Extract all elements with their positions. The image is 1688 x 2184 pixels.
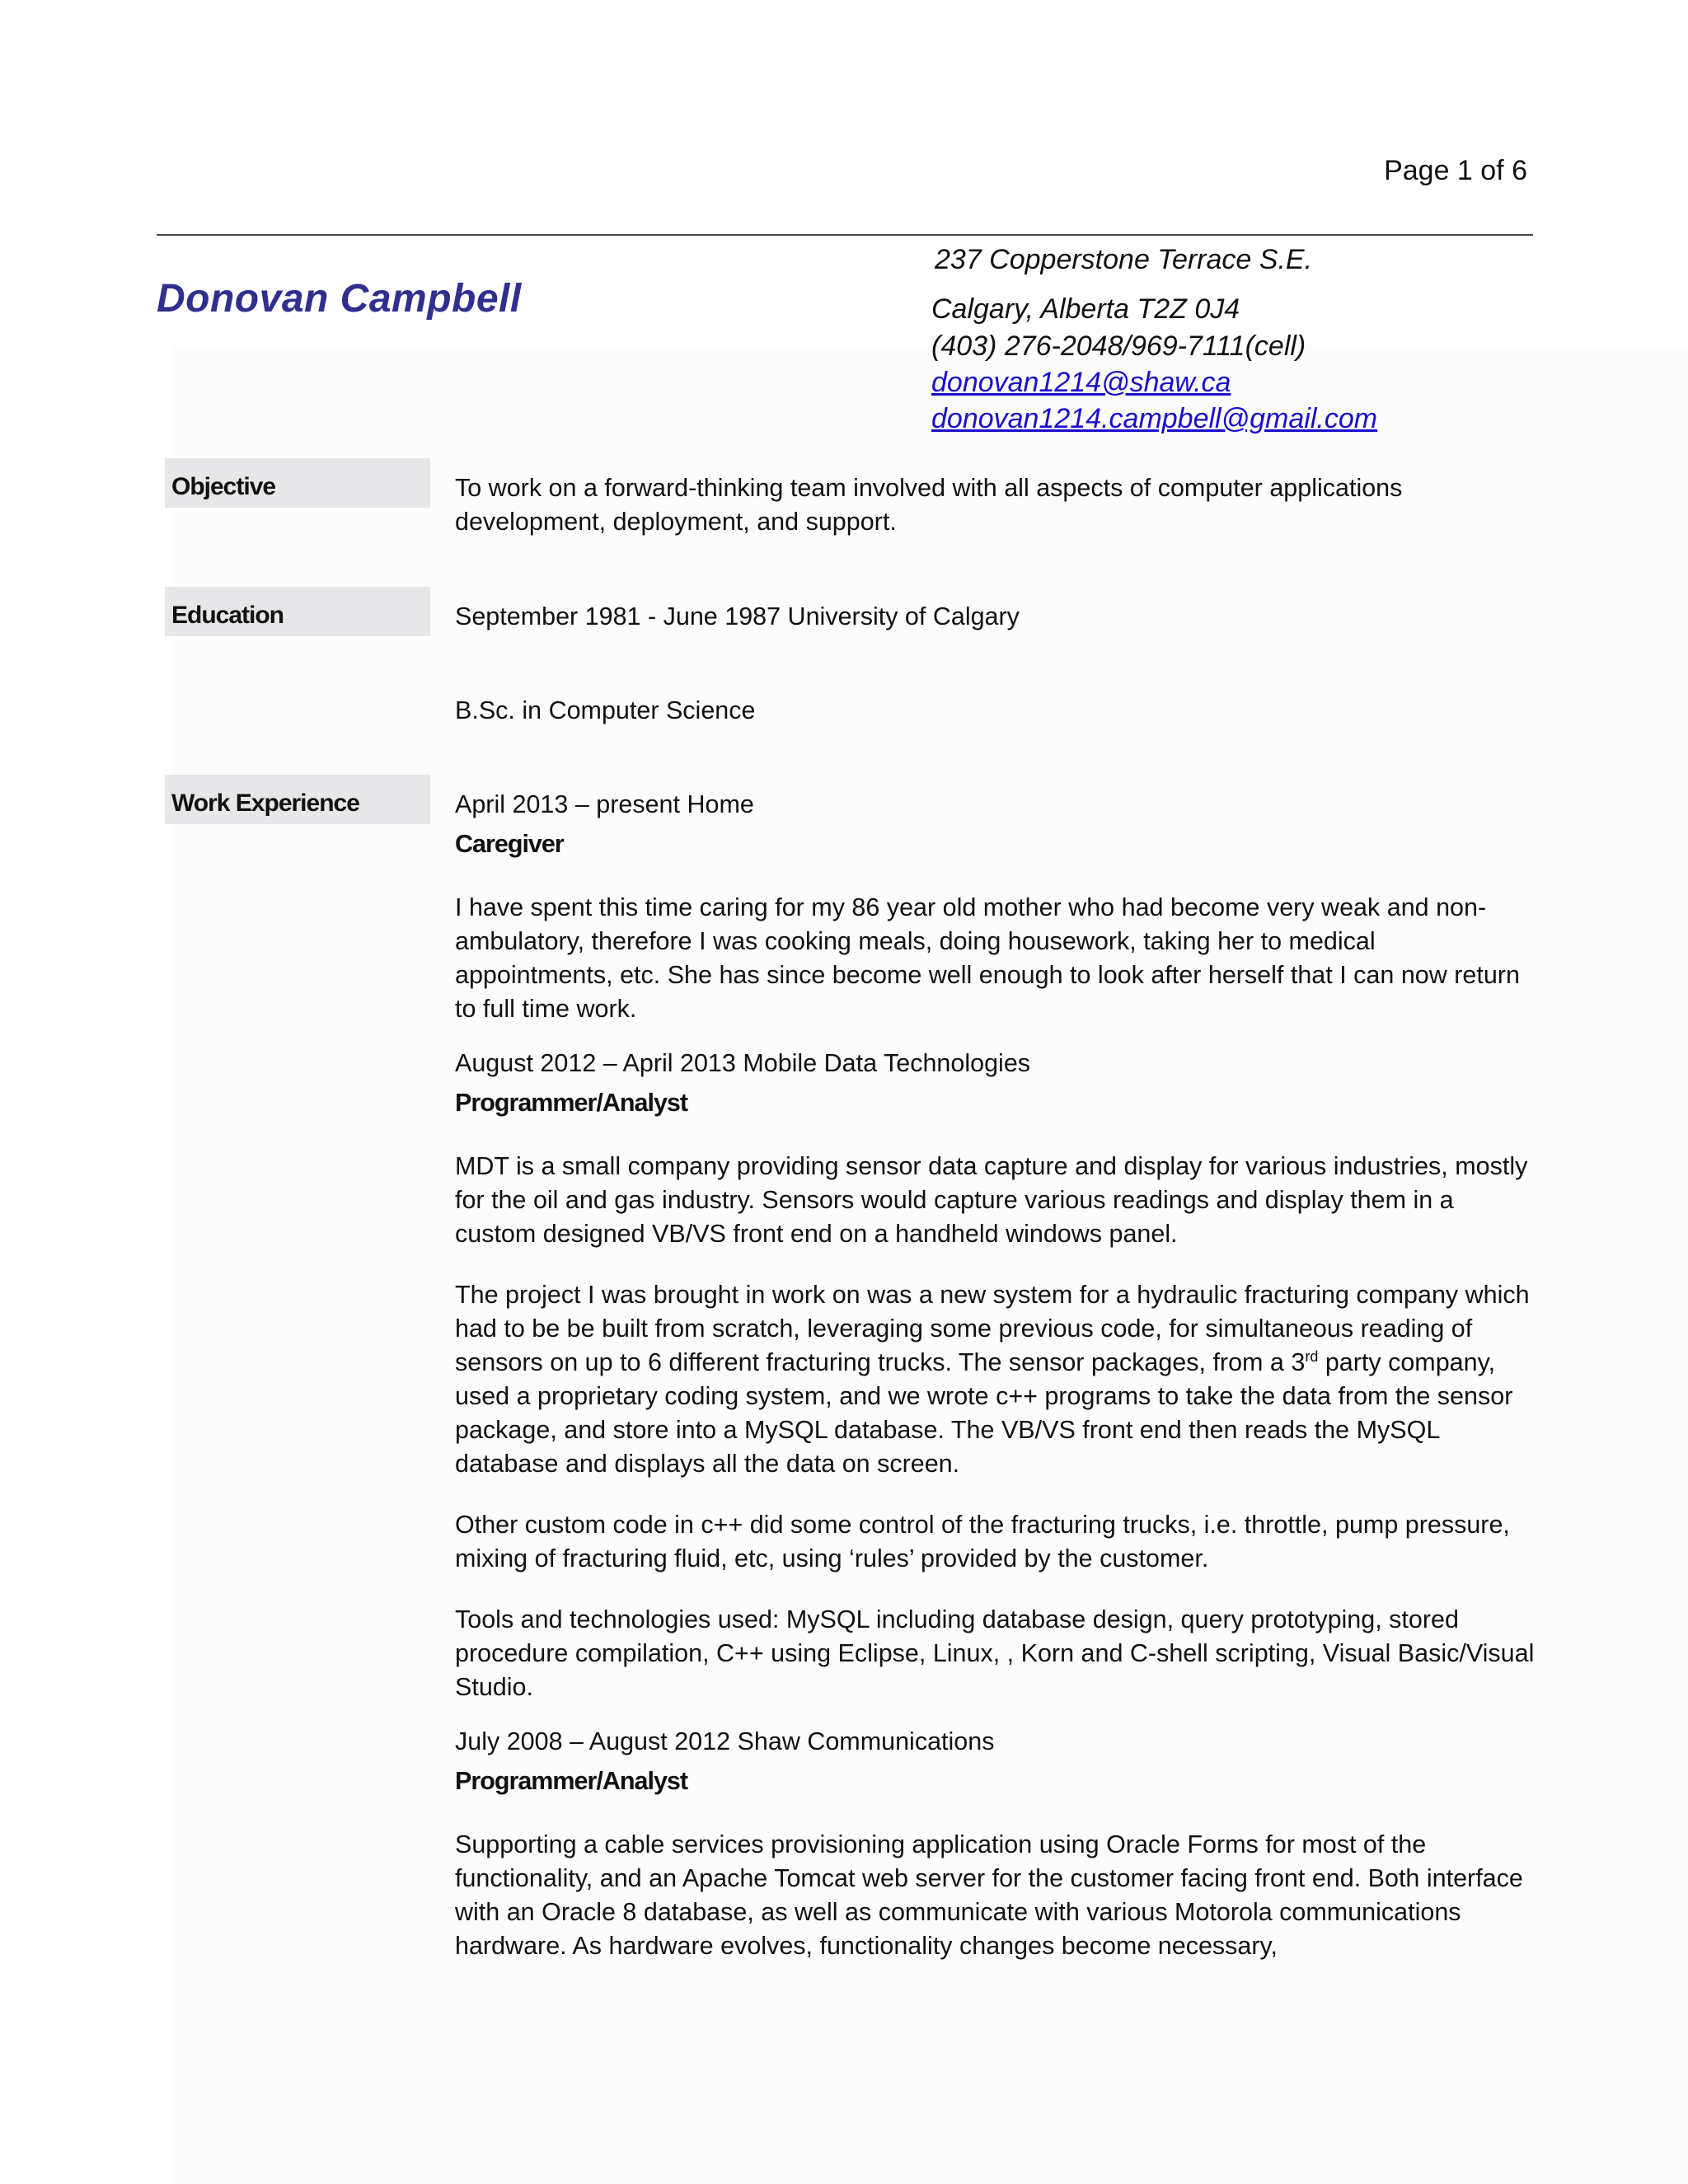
header-rule [157, 234, 1533, 236]
education-dates-block [455, 600, 1535, 634]
job-paragraph: Supporting a cable services provisioning application using Oracle Forms for most of the functionality, and an Apache Tomcat web server for the customer facing front end. Both interface with an Oracle 8 database, as well as communicate with various Motorola communications hardware. As hardware evolves, functionality changes become necessary, [455, 1830, 1523, 1960]
objective-text: To work on a forward-thinking team involved with all aspects of computer applications development, deployment, and support. [455, 474, 1403, 536]
section-label-objective: Objective [165, 458, 430, 508]
job-paragraph [455, 1278, 1535, 1481]
job-heading: July 2008 – August 2012 Shaw Communications [455, 1727, 995, 1755]
job-paragraph: MDT is a small company providing sensor data capture and display for various industries, mostly for the oil and gas industry. Sensors would capture various readings and display them in a custom designed VB/VS front end on a handheld windows panel. [455, 1152, 1528, 1248]
job-title: Caregiver [455, 830, 564, 858]
page-number: Page 1 of 6 [1384, 155, 1527, 186]
job-title: Programmer/Analyst [455, 1089, 688, 1117]
job-paragraph: Tools and technologies used: MySQL including database design, query prototyping, stored procedure compilation, C++ using Eclipse, Linux, , Korn and C-shell scripting, Visual Basic/Visual Studio. [455, 1605, 1535, 1701]
job-heading: April 2013 – present Home [455, 790, 754, 818]
work-experience-content [455, 788, 1535, 1963]
job-paragraph: Other custom code in c++ did some control of the fracturing trucks, i.e. throttle, pump pressure, mixing of fracturing fluid, etc, using ‘rules’ provided by the customer. [455, 1511, 1510, 1572]
job-title: Programmer/Analyst [455, 1767, 688, 1795]
education-dates: September 1981 - June 1987 University of Calgary [455, 602, 1020, 630]
education-degree-block [455, 694, 1535, 728]
address-line-1: 237 Copperstone Terrace S.E. [935, 244, 1313, 275]
section-label-education: Education [165, 587, 430, 636]
job-paragraph-part: The project I was brought in work on was a new system for a hydraulic fracturing company which had to be be built from scratch, leveraging some previous code, for simultaneous reading of sensors on up to 6 different fracturing trucks. The sensor packages, from a 3 [455, 1281, 1530, 1376]
objective-text-block [455, 471, 1535, 539]
contact-block [931, 241, 1377, 437]
email-link-gmail[interactable]: donovan1214.campbell@gmail.com [931, 403, 1378, 434]
phone-number: (403) 276-2048/969-7111(cell) [931, 330, 1306, 362]
job-paragraph: I have spent this time caring for my 86 year old mother who had become very weak and non-ambulatory, therefore I was cooking meals, doing housework, taking her to medical appointments, etc. She has since become well enough to look after herself that I can now return to full time work. [455, 893, 1520, 1023]
email-link-shaw[interactable]: donovan1214@shaw.ca [931, 367, 1231, 398]
section-label-work-experience: Work Experience [165, 775, 430, 824]
job-paragraph-part: party company, used a proprietary coding system, and we wrote c++ programs to take the data from the sensor package, and store into a MySQL database. The VB/VS front end then reads the MySQL database and displays all the data on screen. [455, 1348, 1513, 1478]
job-heading: August 2012 – April 2013 Mobile Data Technologies [455, 1049, 1031, 1077]
address-line-2: Calgary, Alberta T2Z 0J4 [931, 293, 1240, 325]
education-degree: B.Sc. in Computer Science [455, 696, 756, 724]
superscript-rd: rd [1305, 1347, 1319, 1365]
candidate-name: Donovan Campbell [157, 277, 522, 321]
